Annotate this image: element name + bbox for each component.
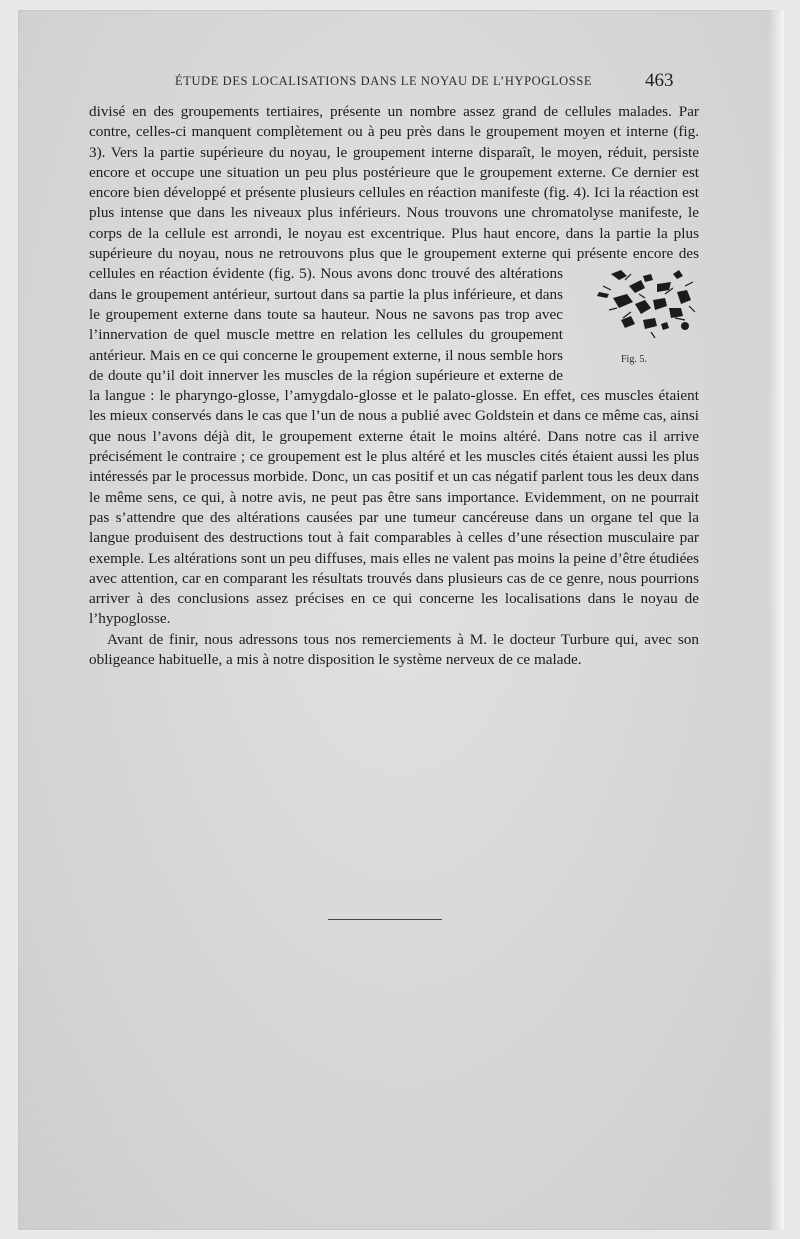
main-text [89,102,699,670]
page-number: 463 [645,70,674,91]
closing-rule [328,919,442,920]
cell-mark [643,318,657,329]
cell-mark [673,270,683,279]
cell-mark [643,274,653,282]
cell-mark [635,300,651,314]
figure-5 [573,266,703,366]
book-page [18,10,784,1230]
paragraph-2: Avant de finir, nous adressons tous nos remerciements à M. le docteur Turbure qui, avec son obligeance habituelle, a mis à notre disposition le système nerveux de ce malade. [89,630,699,669]
cell-mark [661,322,669,330]
cell-mark [681,322,689,330]
running-title: ÉTUDE DES LOCALISATIONS DANS LE NOYAU DE L’HYPOGLOSSE [175,74,593,88]
paragraph-1 [89,102,699,630]
cell-mark [613,294,633,308]
cell-mark [677,290,691,304]
cell-mark [597,292,609,298]
paragraph-1-part-1: divisé en des groupements tertiaires, présente un nombre assez grand de cellules malades. Par contre, celles-ci manquent complètement ou à peu près dans le groupement moyen et interne (fig. 3). Vers la partie supérieure du noyau, le groupement interne disparaît, le moyen, réduit, persiste encore et occupe une situation un peu plus postérieure que le groupement externe. Ce dernier est encore bien développé et présente plusieurs cellules en réaction manifeste (fig. 4). Ici la réaction est plus intense que dans les niveaux plus inférieurs. Nous trouvons une chromatolyse manifeste, le corps de la cellule est arrondi, le noyau est excentrique. Plus haut encore, dans la partie la plus supérieure du noyau, nous ne retrouvons plus que le groupement externe qui présente encore des cellules en réaction évidente (fig. 5). [89,103,699,283]
cell-mark [629,280,645,293]
cell-mark [653,298,667,310]
cell-cluster-figure-icon [573,266,703,350]
figure-caption: Fig. 5. [621,354,647,366]
paragraph-1-part-2: Nous avons donc trouvé des altérations dans le groupement antérieur, surtout dans sa partie la plus inférieure, et dans le groupement externe dans toute sa hauteur. Nous ne savons pas trop avec l’innervation de quel muscle mettre en relation les cellules du groupement antérieur. Mais en ce qui concerne le groupement externe, il nous semble hors de doute qu’il doit innerver les muscles de la région supérieure et externe de la langue : le pharyngo-glosse, l’amygdalo-glosse et le palato-glosse. En effet, ces muscles étaient les mieux conservés dans le cas que l’un de nous a publié avec Goldstein et dans ce même cas, ainsi que nous l’avons déjà dit, le groupement externe était le moins altéré. Dans notre cas il arrive précisément le contraire ; ce groupement est le plus altéré et les muscles cités étaient aussi les plus intéressés par le processus morbide. Donc, un cas positif et un cas négatif parlent tous les deux dans le même sens, ce qui, à notre avis, ne peut pas être sans importance. Evidemment, on ne pourrait pas s’attendre que des altérations causées par une tumeur cancéreuse dans un organe tel que la langue produisent des destructions tout à fait comparables à celles d’une résection musculaire par exemple. Les altérations sont un peu diffuses, mais elles ne valent pas moins la peine d’être étudiées avec attention, car en comparant les résultats trouvés dans plusieurs cas de ce genre, nous pourrions arriver à des conclusions assez précises en ce qui concerne les localisations dans le noyau de l’hypoglosse. [89,265,699,628]
cell-mark [611,270,627,280]
cell-mark [669,308,683,318]
